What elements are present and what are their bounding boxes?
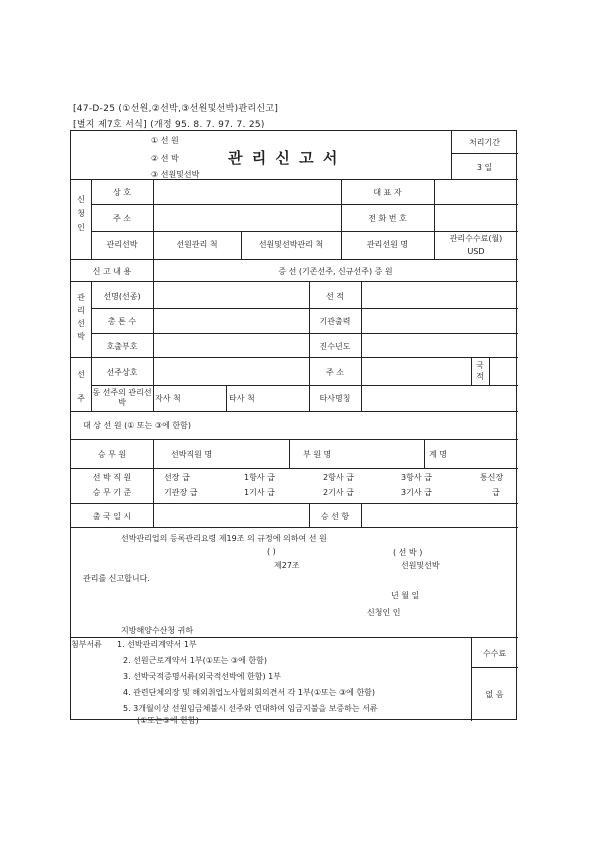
fee-value: 없 음: [485, 690, 504, 699]
crew-management-count: 선원관리 척: [176, 240, 218, 249]
divider: [361, 281, 362, 411]
divider: [471, 667, 518, 668]
target-crew-label: 대 상 선 원 (① 또는 ③에 한함): [83, 421, 191, 430]
engine-output-label: 기관출력: [319, 317, 351, 326]
attachment-item: 5. 3개월이상 선원임금체불시 선주와 연대하여 임금지불을 보증하는 서류: [123, 704, 378, 713]
other-company-ships: 타사 척: [229, 394, 255, 403]
divider: [71, 179, 518, 180]
attachment-item: 3. 선박국적증명서류(외국적선박에 한함) 1부: [123, 672, 281, 681]
other-company-name-label: 타사명칭: [319, 394, 351, 403]
divider: [289, 439, 290, 468]
divider: [489, 357, 490, 385]
standard-3rd-engineer: 3기사 급: [401, 488, 432, 497]
attachments-label: 첨부서류: [71, 640, 102, 649]
owner-address-label: 주 소: [326, 368, 344, 377]
divider: [71, 281, 518, 282]
divider: [434, 179, 435, 231]
phone-label: 전 화 번 호: [368, 214, 407, 223]
form-title: 관 리 신 고 서: [228, 149, 340, 167]
managed-crew-count: 관리선원 명: [366, 240, 409, 249]
divider: [91, 385, 518, 386]
divider: [71, 637, 518, 638]
attachment-item: 2. 선원근로계약서 1부(①또는 ③에 한함): [123, 656, 267, 665]
attachment-item: 1. 선박관리계약서 1부: [117, 640, 197, 649]
declaration-date: 년 월 일: [391, 591, 420, 600]
management-fee-unit: USD: [467, 247, 485, 256]
standard-radio-grade: 급: [492, 488, 500, 497]
standard-2nd-engineer: 2기사 급: [323, 488, 354, 497]
declaration-line-1: 선박관리업의 등록관리요령 제19조 의 규정에 의하여 선 원: [121, 534, 327, 543]
divider: [91, 204, 518, 205]
ship-name-label: 선명(선종): [103, 292, 141, 301]
divider: [91, 333, 518, 334]
report-content-value: 증 선 (기존선주, 신규선주) 증 원: [278, 267, 393, 276]
divider: [71, 468, 518, 469]
declaration-line-3b: 선원및선박: [401, 561, 440, 570]
applicant-signature: 신청인 인: [367, 608, 401, 617]
embarkation-port-label: 승 선 항: [320, 512, 350, 521]
divider: [153, 439, 154, 468]
officers-count: 선박직원 명: [171, 450, 213, 459]
own-company-ships: 자사 척: [155, 394, 181, 403]
declaration-line-2b: ( 선 박 ): [393, 548, 423, 557]
managed-ships-label: 관리선박: [106, 240, 138, 249]
standard-1st-officer: 1항사 급: [244, 473, 275, 482]
standard-chief-engineer: 기관장 급: [164, 488, 198, 497]
recipient: 지방해양수산청 귀하: [121, 626, 194, 635]
management-fee-label: 관리수수료(월): [449, 234, 503, 243]
crew-label: 승 무 원: [97, 450, 127, 459]
standard-radio-officer: 통신장: [480, 473, 504, 482]
manning-standard-label-1: 선 박 직 원: [92, 473, 132, 482]
divider: [91, 231, 518, 232]
divider: [71, 411, 518, 412]
divider: [226, 385, 227, 411]
option-ship: ② 선 박: [151, 154, 179, 163]
option-crew: ① 선 원: [151, 136, 179, 145]
declaration-form: [70, 130, 517, 725]
departure-date-label: 출 국 일 시: [92, 512, 132, 521]
standard-2nd-officer: 2항사 급: [323, 473, 354, 482]
crew-ship-management-count: 선원및선박관리 척: [258, 240, 324, 249]
divider: [71, 503, 518, 504]
divider: [91, 308, 518, 309]
fee-label: 수수료: [482, 649, 507, 658]
form-number-line: [별지 제7호 서식] (개정 95. 8. 7. 97. 7. 25): [73, 120, 265, 130]
declaration-line-2a: ( ): [267, 547, 276, 556]
divider: [153, 281, 154, 411]
attachment-item: (①또는③에 한함): [137, 716, 199, 725]
owner-nationality-label: 국 적: [476, 361, 484, 381]
processing-period-label: 처리기간: [469, 138, 500, 147]
declaration-line-3a: 제27조: [274, 561, 300, 570]
call-sign-label: 호출부호: [106, 342, 138, 351]
declaration-line-4: 관리를 신고합니다.: [83, 574, 150, 583]
ratings-count: 부 원 명: [303, 450, 332, 459]
owner-company-label: 선주상호: [106, 368, 138, 377]
divider: [153, 468, 154, 503]
divider: [451, 153, 518, 154]
ship-nationality-label: 선 적: [326, 292, 344, 301]
standard-captain: 선장 급: [164, 473, 190, 482]
divider: [71, 439, 518, 440]
standard-1st-engineer: 1기사 급: [244, 488, 275, 497]
representative-label: 대 표 자: [373, 188, 402, 197]
owner-section-label: 선 주: [77, 370, 85, 403]
divider: [424, 439, 425, 468]
company-name-label: 상 호: [113, 188, 131, 197]
attachment-item: 4. 관련단체의장 및 해외취업노사협의회의견서 각 1부(①또는 ③에 한함): [123, 688, 376, 697]
manning-standard-label-2: 승 무 기 준: [92, 488, 132, 497]
report-content-label: 신 고 내 용: [92, 267, 132, 276]
form-code-line: [47-D-25 (①선원,②선박,③선원및선박)관리신고]: [73, 104, 279, 114]
gross-tonnage-label: 총 톤 수: [107, 317, 137, 326]
crew-total: 계 명: [429, 450, 447, 459]
option-crew-ship: ③ 선원및선박: [151, 170, 200, 179]
address-label: 주 소: [113, 214, 131, 223]
divider: [71, 259, 518, 260]
processing-period-value: 3 일: [476, 163, 493, 172]
divider: [361, 503, 362, 527]
same-owner-ships-label: 동 선주의 관리선박: [92, 388, 152, 407]
divider: [71, 527, 518, 528]
divider: [471, 357, 472, 385]
standard-3rd-officer: 3항사 급: [401, 473, 432, 482]
divider: [153, 503, 154, 527]
applicant-section-label: 신 청 인: [77, 195, 85, 232]
launch-year-label: 진수년도: [319, 342, 351, 351]
divider: [71, 357, 518, 358]
managed-ship-section-label: 관 리 선 박: [77, 293, 85, 341]
